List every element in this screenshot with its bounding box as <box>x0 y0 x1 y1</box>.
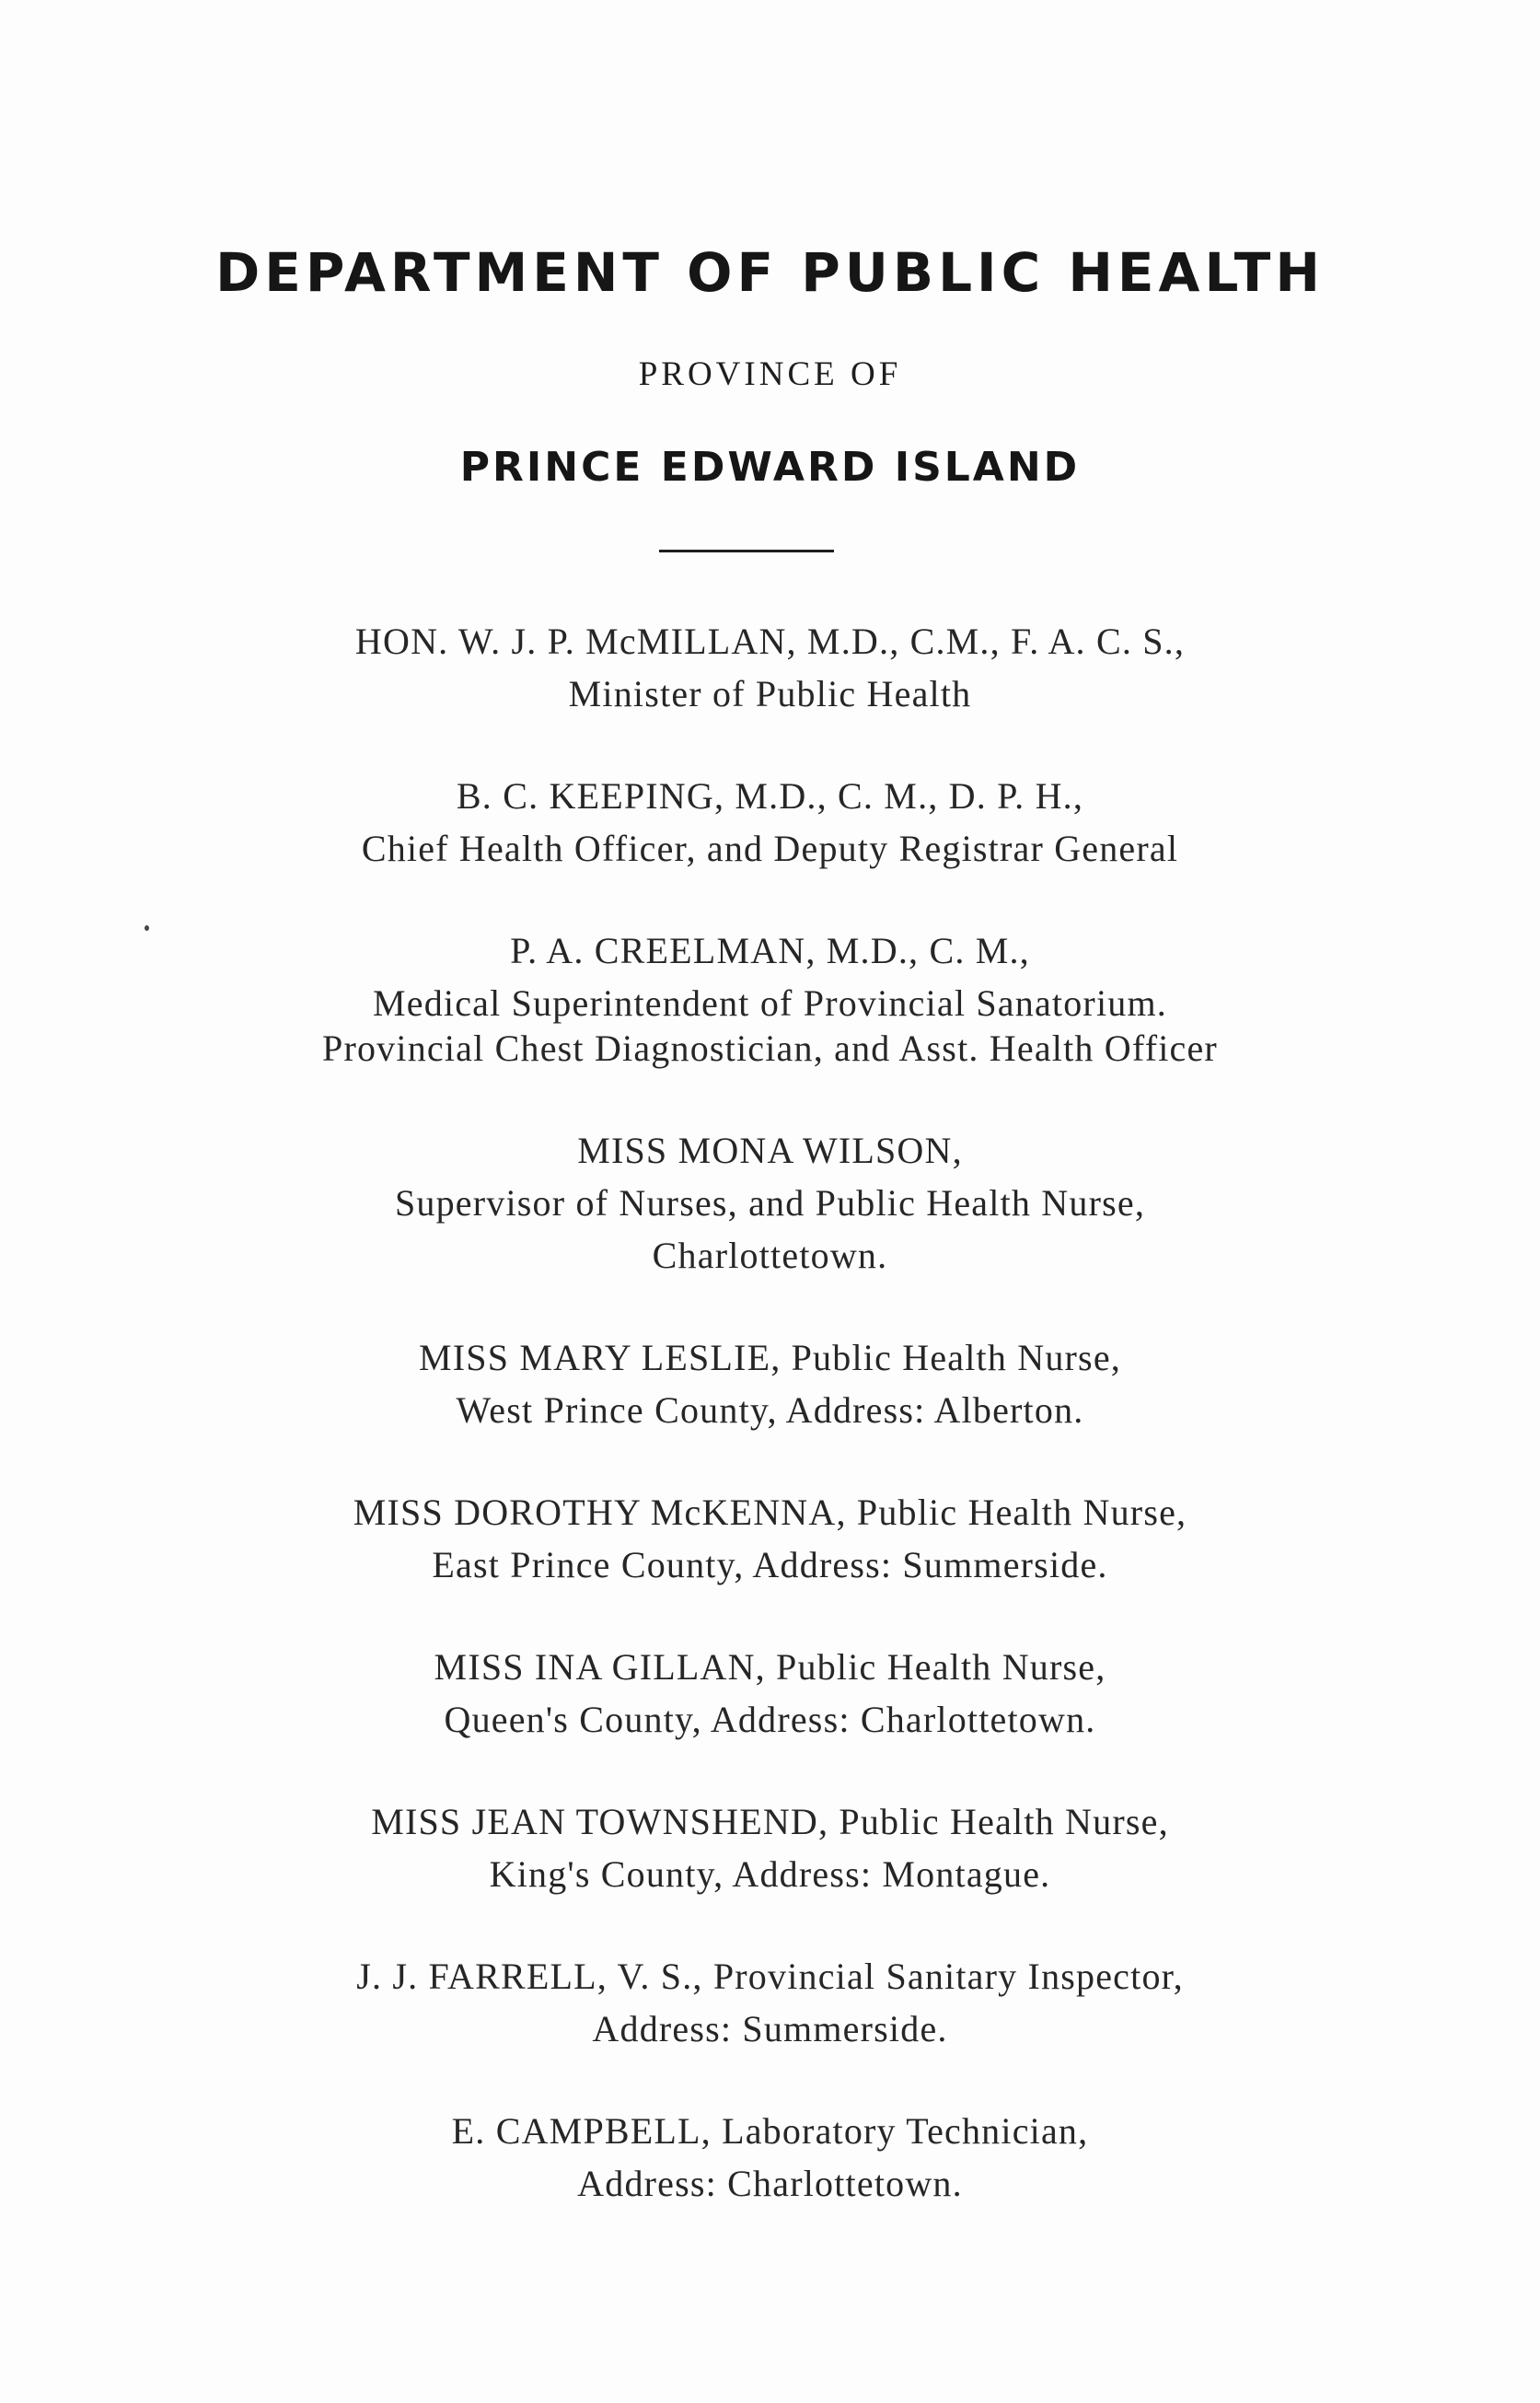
staff-name: MISS INA GILLAN, Public Health Nurse, <box>434 1646 1106 1688</box>
staff-name: J. J. FARRELL, V. S., Provincial Sanitary Inspector, <box>356 1956 1184 1997</box>
department-title: DEPARTMENT OF PUBLIC HEALTH <box>215 241 1325 304</box>
staff-address: West Prince County, Address: Alberton. <box>456 1389 1084 1431</box>
staff-entry <box>0 1795 1540 1900</box>
staff-role-continued: Provincial Chest Diagnostician, and Asst. Health Officer <box>322 1027 1218 1069</box>
staff-entry <box>0 615 1540 720</box>
staff-entry <box>0 1950 1540 2055</box>
staff-entry <box>0 2105 1540 2210</box>
staff-role: Medical Superintendent of Provincial Sanatorium. <box>373 982 1167 1024</box>
staff-list <box>0 615 1540 2259</box>
staff-name: MISS MONA WILSON, <box>577 1130 963 1171</box>
staff-address: King's County, Address: Montague. <box>489 1853 1051 1895</box>
staff-address: Queen's County, Address: Charlottetown. <box>444 1699 1096 1740</box>
staff-address: East Prince County, Address: Summerside. <box>432 1544 1108 1585</box>
staff-name: MISS MARY LESLIE, Public Health Nurse, <box>419 1337 1121 1378</box>
staff-location: Charlottetown. <box>652 1235 888 1276</box>
staff-entry <box>0 1486 1540 1591</box>
staff-address: Address: Summerside. <box>592 2008 948 2049</box>
staff-entry <box>0 1331 1540 1436</box>
staff-entry <box>0 924 1540 1074</box>
staff-name: MISS JEAN TOWNSHEND, Public Health Nurse, <box>371 1801 1169 1842</box>
staff-address: Address: Charlottetown. <box>577 2163 963 2204</box>
staff-name: MISS DOROTHY McKENNA, Public Health Nurse, <box>353 1492 1187 1533</box>
province-of-label: PROVINCE OF <box>638 355 902 393</box>
staff-role: Supervisor of Nurses, and Public Health Nurse, <box>394 1182 1146 1224</box>
staff-name: E. CAMPBELL, Laboratory Technician, <box>451 2110 1089 2152</box>
staff-entry <box>0 1641 1540 1746</box>
staff-name: P. A. CREELMAN, M.D., C. M., <box>510 930 1030 971</box>
staff-entry <box>0 1124 1540 1282</box>
province-name: PRINCE EDWARD ISLAND <box>459 444 1081 491</box>
staff-name: B. C. KEEPING, M.D., C. M., D. P. H., <box>456 775 1084 817</box>
divider-rule <box>659 550 834 552</box>
staff-role: Chief Health Officer, and Deputy Registrar General <box>361 828 1179 869</box>
staff-name: HON. W. J. P. McMILLAN, M.D., C.M., F. A. C. S., <box>354 621 1186 662</box>
staff-entry <box>0 770 1540 875</box>
staff-role: Minister of Public Health <box>568 673 972 714</box>
